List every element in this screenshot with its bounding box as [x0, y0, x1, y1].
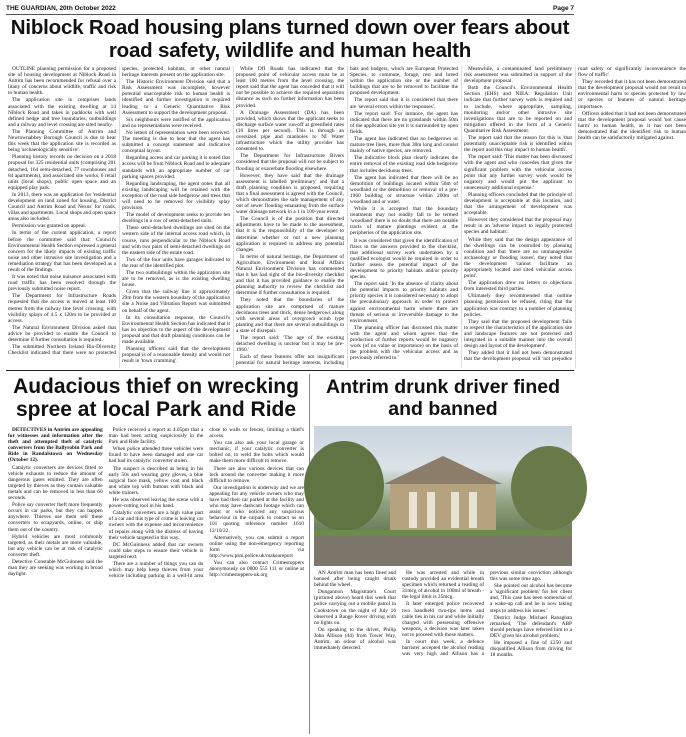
paragraph: It was considered that given the identification of flaws in the answers provided to the checklist, that additional survey work undertaken by a qualified ecologist would be required in order to further assess the potential impact of the development to priority habitats and/or priority species. [350, 237, 458, 281]
paragraph: On speaking to the driver, Philip John Allison (44) from Tower Way, Antrim, an odour of alcohol was immediately detected. [314, 626, 396, 652]
paragraph: The agent has indicated that no hedgerows or mature tree lines, more than 30m long and consist mainly of native species, are removed. [350, 136, 458, 155]
paragraph: No letters of representation were been received. The meeting is due to hear that the agent has submitted a concept statement and indicative conceptual layout. [122, 129, 230, 155]
paragraph: The report said: 'In the absence of clarity about the potential impacts to priority habitats and priority species it is considered necessary to adopt the precautionary approach in order to protect against environmental harm where there are threats of serious or irreversible damage to the environment. [350, 281, 458, 324]
paragraph: Police received a report at 4.05pm that a man had been acting suspiciously in the Park and Ride facility. [108, 427, 204, 446]
courthouse-illustration [314, 426, 572, 566]
paragraph: These semi-detached dwellings are sited on the western side of the internal access road which, in course, runs perpendicular to the Niblock Road and with two pairs of semi-detached dwellings on the eastern side of the estate road. [122, 225, 230, 256]
story3-body [314, 570, 572, 734]
paragraph: AN Antrim man has been fined and banned after being caught drunk behind the wheel. [314, 570, 396, 589]
paragraph: In court this week, a defence barrister accepted the alcohol reading was very high and Allison has a previous similar conviction although this was some time ago. [402, 570, 572, 658]
paragraph: You can also ask your local garage or mechanic, if your catalytic converter is bolted on, to weld the bolts which would make them more difficult to remove. [209, 440, 304, 465]
paragraph: The submitted Northern Ireland Bio-Diversity Checklist indicated that there were no protected species, protected habitats, or other natural heritage interests present on the application site. [8, 66, 230, 357]
paragraph: Catalytic converters are a high value part of a car and this type of crime is leaving car owners with the expense and inconvenience of repairs along with the distress of having their vehicle targeted in this way. [108, 510, 204, 541]
paragraph: Planning officers concluded that the principle of development is acceptable at this location, and that the arrangement of development was acceptable. [464, 191, 572, 217]
paragraph: Officers added that it had not been demonstrated that the development proposal would 'not cause harm' to human health, as it has not been demonstrated that the identified risk to human health can be satisfactorily mitigated against. [578, 110, 686, 142]
paragraph: In terms of the current application, a report before the committee said that: Council's Environmental Health Section expressed a general concern for the likely impacts of existing traffic noise and other intrusive site investigation and a remediation strategy that has been developed as a result of the findings. [8, 230, 116, 273]
paragraph: Each of these features offer not insignificant potential for natural heritage interests, including bats and badgers, which are European Protected Species, to commute, forage, rest and breed within the application site or the number of buildings that are to be removed to facilitate the proposed development. [236, 66, 458, 367]
column-separator [309, 374, 310, 734]
masthead [6, 2, 574, 15]
paragraph: The report said: 'For instance, the agent has indicated that there are no grasslands within 50m of the application site yet it is surrounded by open fields. [350, 110, 458, 135]
paragraph: Dungannon Magistrate's Court (pictured above) heard this week that police carrying out a mobile patrol in Cookstown on the night of July 16 observed a Range Rover driving with no lights on. [314, 589, 396, 626]
paragraph: The Historic Environment Division said that a Risk Assessment was incomplete, however potential unacceptable risk to human health is identified and further investigation is required leading to a Generic Quantitative Risk Assessment to support the development proposal. [122, 79, 230, 116]
story2-lead: DETECTIVES in Antrim are appealing for witnesses and information after the theft and attempted theft of catalytic converters from the Ballyrobin Park and Ride in Randalstown on Wednesday (October 12). [8, 427, 103, 464]
paragraph: Police say converter theft more frequently occurs in car parks, but they can happen anywhere. Thieves use them sell these converters to scrapyards, online, or ship them out of the country. [8, 502, 103, 533]
paragraph: However, they have said that the drainage assessment is labelled 'preliminary' and that a draft planning condition is proposed, requiring that a final assessment is agreed with the Council, which demonstrates the safe management of any out of sewer flooding emanating from the surface water drainage network in a 1 in 100-year event. [236, 172, 344, 216]
paragraph: He was observed leaving the scene with a power-cutting tool in his hand. [108, 497, 204, 510]
paragraph: He was arrested and while in custody provided an evidential breath specimen which returned a reading of 31mcg of alcohol in 100ml of breath - the legal limit is 35mcg. [402, 570, 484, 601]
paragraph: The indicative block plan clearly indicates the entire removal of the existing road side hedgerow that includes deciduous trees. [350, 155, 458, 174]
paragraph: The planning officer has discussed this matter with the agent and whom agrees that the production of further reports would be nugatory work (of no value or importance) on the basis of the problem with the vehicular access and as previously referred to.' [350, 324, 458, 362]
story1-body [8, 66, 686, 368]
paragraph: Alternatively, you can submit a report online using the non-emergency reporting form via http://www.psni.police.uk/makeareport [209, 534, 304, 559]
paragraph: It later emerged police recovered two handheld two-tips items and cable ties in his car and while initially charged with possessing offensive weapons, a decision was later taken not to proceed with those matters. [402, 601, 484, 638]
paragraph: Regarding access and car parking it is noted that access will be from Niblock Road and to adequate standards with an appropriate number of car parking spaces provided. [122, 155, 230, 180]
paragraph: OUTLINE planning permission for a proposed site of housing development at Niblock Road in Antrim has been recommended for refusal over a litany of concerns about wildlife, traffic and risk to human health. [8, 66, 116, 97]
paragraph: You can also contact Crimestoppers anonymously on 0800 555 111 or online at http://crimestoppers-uk.org [209, 559, 304, 579]
paragraph: The agent has indicated that there will be no demolition of buildings located within 50m of woodland or the demolition or removal of a pre-1960 building or structure within 200m of woodland and or water. [350, 174, 458, 205]
road [314, 536, 572, 566]
paragraph: Hybrid vehicles are most commonly targeted, as their metals are more valuable, but any vehicle can be at risk of catalytic converter theft. [8, 533, 103, 558]
paragraph: In terms of natural heritage, the Department of Agriculture, Environment and Rural Affairs Natural Environment Division has commented that it has had sight of the bio-diversity checklist and that it has provided guidance to enable the planning authority to review the checklist and determine if further consultation is required. [236, 253, 344, 297]
paragraph: The model of development seeks to provide ten dwellings in a row of semi-detached units. [122, 212, 230, 225]
paragraph: The report said that it is considered that there are 'several errors within the responses'. [350, 97, 458, 110]
paragraph: They recorded that it has not been demonstrated that the development proposal would not result in environmental harm to species protected by law or species or features of natural heritage importance. [578, 79, 686, 110]
paragraph: She pointed out alcohol has become a 'significant problem' for her client and, 'This case has been somewhat of a wake-up call and he is now taking steps to address his issues.' [490, 583, 572, 614]
paragraph: The two outbuildings within the application site are to be removed, as is the existing dwelling house. [122, 270, 230, 289]
tree-left [304, 441, 384, 531]
paragraph: Permission was granted on appeal. [12, 223, 87, 230]
paragraph: Our investigation is underway and we are appealing for any vehicle owners who may have had their car parked at the facility and who may have dashcam footage which can assist or who noticed any suspicious behaviour in the carpark to contact us on 101 quoting reference number 1610 12/10/22. [209, 484, 304, 534]
paragraph: Detective Constable McGuinness said the man they are seeking was working in broad daylight. [8, 558, 103, 578]
courthouse-photo [314, 426, 572, 566]
paragraph: The report said: 'The age of the existing detached dwelling is unclear but it may be pre-1960.' [236, 335, 344, 354]
paragraph: Planning officers said that the development proposal is of a reasonable density and would not result in 'town cramming'. [122, 346, 230, 365]
paragraph: The Department for Infrastructure Rivers considered that the proposal will not be subject to flooding or exacerbate flooding elsewhere. [236, 153, 344, 172]
paragraph: The Department for Infrastructure Roads requested that the access is moved at least 100 metres from the railway line level crossing, with visibility splays of 4.5 x 120m to be provided at access. [8, 293, 116, 324]
paragraph: Six neighbours were notified of the application and no representations were received. [122, 116, 230, 129]
paragraph: A Drainage Assessment (DA) has been provided, which shows that the applicant seeks to discharge surface water run-off at greenfield rates (10 litres per second). This is through an oversized pipe and manholes to NI Water infrastructure which the utility provider has consented to. [236, 109, 344, 153]
paragraph: While it is accepted that the boundary treatments may not readily fall to be termed 'woodland' there is no doubt that there are notable tracts of mature plantings evident at the peripheries of the application site. [350, 206, 458, 237]
paragraph: Given that the railway line is approximately 29m from the western boundary of the application site a Noise and Vibration Report was submitted on behalf of the agent. [122, 289, 230, 314]
paragraph: The application drew no letters or objections from interested third parties. [464, 280, 572, 293]
paragraph: In its consultation response, the Council's Environmental Health Section has indicated that it has no objection to the aspect of the development proposal and that draft planning conditions can be made available. [122, 314, 230, 346]
story1-headline: Niblock Road housing plans turned down over fears about road safety, wildlife and human health [10, 16, 570, 62]
tree-right [511, 446, 587, 530]
paragraph: The report said: 'This matter has been discussed with the agent and who concedes that given the significant problem with the vehicular access point that any further survey work would be nugatory and would put the applicant to unnecessary additional expense.' [464, 154, 572, 191]
paragraph: They noted that the boundaries of the application site are comprised of mature deciduous trees and thick, dense hedgerows along with several areas of overgrown scrub type planting and that there are several outbuildings in a state of disrepair. [236, 297, 344, 334]
story3-headline: Antrim drunk driver fined and banned [325, 376, 561, 420]
paragraph: Regarding landscaping, the agent notes that all existing landscaping will be retained with the exception of the road side hedgerow and trees that will need to be removed for visibility splay provision. [122, 180, 230, 212]
paragraph: While they said that the design appearance of the dwellings can be controlled by planning condition and that 'there are no unmanageable archaeology or flooding issues', they noted that the development 'cannot facilitate an appropriately located and sited vehicular access point'. [464, 236, 572, 280]
paragraph: The suspect is described as being in his early 50s and wearing grey gloves, a blue surgical face mask, yellow coat and black and white top with buttons with black and white trainers. [108, 465, 204, 496]
paragraph: They said that the proposed development 'fails to respect the characteristics of the application site and landscape features are not protected and integrated in a suitable manner into the overall design and layout of the development'. [464, 318, 572, 350]
paragraph: The Council is of the position that directed adjustments have to be made to the assessment, that it is the responsibility of the developer to determine whether or not a new planning application is required to address any potential changes. [236, 216, 344, 253]
paragraph: Planning history records no decision on a 2018 proposal for 325 residential units (comprising 201 detached, 164 semi-detached, 77 townhouses and 84 apartments), and associated site works, 6 retail units (local shops), public open space and an equipped play park. [8, 154, 116, 191]
paragraph: The Planning Committee of Antrim and Newtownabbey Borough Council is due to hear this week that the application site is recorded as being 'archaeologically sensitive'. [8, 128, 116, 154]
paragraph: He imposed a fine of £250 and disqualified Allison from driving for 18 months. [490, 640, 572, 659]
paragraph: There are a number of things you can do which may help keep thieves from your vehicle including parking in a well-lit area close to walls or fences, limiting a thief's access. [108, 427, 304, 580]
paragraph: There are also various devices that can lock around the converter making it more difficult to remove. [209, 465, 304, 484]
section-divider [6, 370, 574, 371]
paragraph: However they considered that the proposal may result in an 'adverse impact to legally protected species and habitats'. [464, 217, 572, 236]
paragraph: The Natural Environment Division asked that advice be provided to enable the Council to determine if further consultation is required. [8, 324, 116, 344]
paragraph: Two of the four units have garages indicated to the rear of the identified plot. [122, 256, 230, 269]
paragraph: Ultimately they recommended that outline planning permission be refused, citing that the application was contrary to a number of planning policies. [464, 293, 572, 318]
paragraph: The report said that the reason for this is 'that potentially unacceptable risk is identified within the report and this may impact to human health'. [464, 135, 572, 154]
paragraph: In 2013, there was an application for 'residential development on land zoned for housing, District Council and Antrim Road and Nexus' for roads, villas and apartments. Local shops and open space areas also included. [8, 191, 116, 223]
paragraph: District Judge Michael Ranaghan remarked, 'The defendant's ABP should perhaps have referred him to a DEV given his alcohol problem.' [490, 614, 572, 639]
building-facade [390, 484, 496, 536]
paragraph: They added that it had not been demonstrated that the development proposal will 'not prejudice road safety or significantly inconvenience the flow of traffic'. [464, 66, 686, 363]
story2-headline: Audacious thief on wrecking spree at local Park and Ride [13, 375, 299, 421]
paragraph: The application site is comprises lands associated with the existing dwelling at 14 Niblock Road and takes in paddocks with well defined hedge and tree boundaries, outbuildings and a railway and level crossing are sited nearby. [8, 97, 116, 128]
paper-date: THE GUARDIAN, 20th October 2022 [6, 4, 116, 12]
paragraph: Catalytic converters are devices fitted to vehicle exhausts to reduce the amount of dangerous gases emitted. They are often targeted by thieves as they contain valuable metals and can be removed in less than 60 seconds. [8, 464, 103, 502]
roof [384, 456, 502, 484]
paragraph: Both the Council's Environmental Health Section (EHS) and NIEA: Regulation Unit indicate that further survey work is required and to include, where appropriate, sampling, monitoring and/or other intrusive site investigations that are to be reported on and mitigation offered in the form of a Generic Quantitative Risk Assessment. [464, 85, 572, 134]
story2-body [8, 427, 304, 733]
paragraph: DC McGuinness added that car owners could take steps to ensure their vehicle is targeted next. [108, 541, 204, 560]
paragraph: While DfI Roads has indicated that the proposed point of vehicular access must be at least 100 metres from the level crossing, the report said that the agent has conceded that it will not be possible to achieve the required separation distance as such no further information has been provided. [236, 66, 344, 109]
page-number: Page 7 [553, 4, 574, 12]
paragraph: When police attended three vehicles were found to have been damaged and one car had had its catalytic converter stolen. [108, 446, 204, 465]
paragraph: Meanwhile, a contaminated land preliminary risk assessment was submitted in support of the development proposal. [464, 66, 572, 85]
paragraph: It was noted that noise nuisance associated with road traffic has been resolved through the previously submitted noise report. [8, 274, 116, 293]
